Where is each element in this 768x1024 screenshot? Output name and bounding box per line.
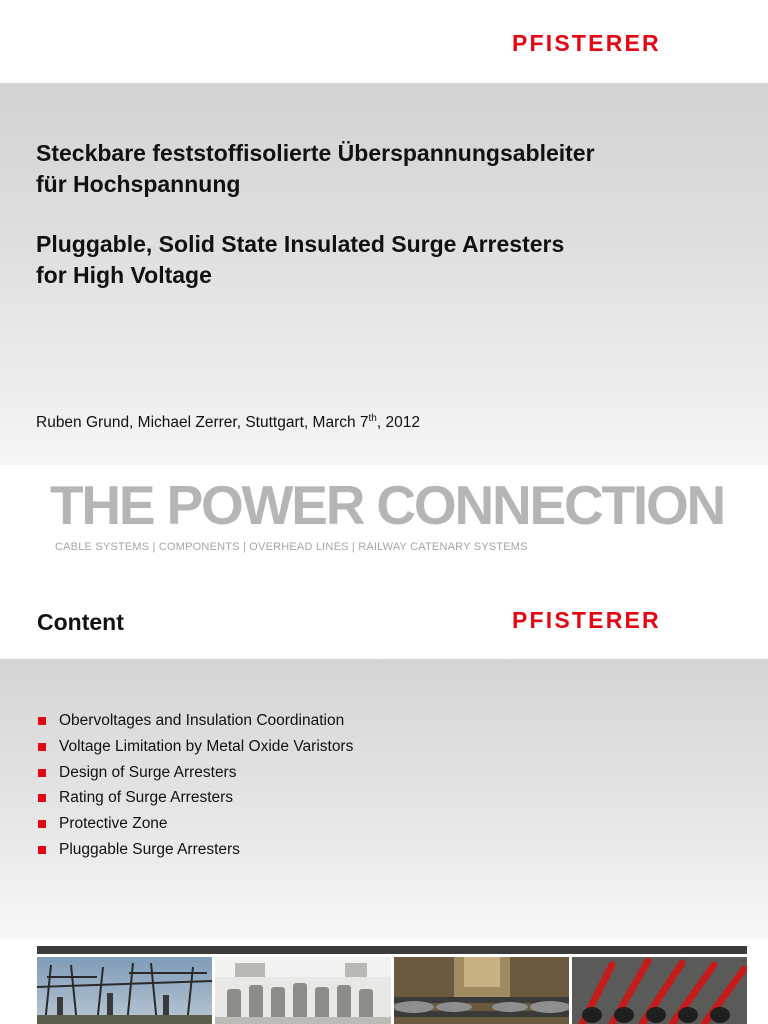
square-bullet-icon — [38, 846, 46, 854]
square-bullet-icon — [38, 717, 46, 725]
title-en-line-1: Pluggable, Solid State Insulated Surge Arresters — [36, 231, 565, 257]
content-slide — [0, 595, 768, 1024]
title-en-line-2: for High Voltage — [36, 262, 212, 288]
square-bullet-icon — [38, 769, 46, 777]
photo-strip — [37, 957, 747, 1024]
subtagline: CABLE SYSTEMS | COMPONENTS | OVERHEAD LINES | RAILWAY CATENARY SYSTEMS — [55, 541, 528, 553]
title-de-line-1: Steckbare feststoffisolierte Überspannungsableiter — [36, 140, 595, 166]
authors-text: Ruben Grund, Michael Zerrer, Stuttgart, March 7 — [36, 414, 369, 432]
tagline: THE POWER CONNECTION — [50, 474, 725, 536]
footer-divider — [37, 946, 747, 954]
slide-header — [0, 0, 768, 83]
authors-date — [36, 413, 420, 432]
list-item: Design of Surge Arresters — [37, 764, 353, 790]
ordinal-suffix: th — [368, 413, 377, 424]
list-item: Obervoltages and Insulation Coordination — [37, 712, 353, 738]
list-item: Pluggable Surge Arresters — [37, 841, 353, 867]
cable-tunnel-photo — [394, 957, 569, 1024]
content-heading: Content — [37, 609, 124, 635]
year-text: , 2012 — [376, 414, 420, 432]
substation-photo — [37, 957, 212, 1024]
list-item: Rating of Surge Arresters — [37, 789, 353, 815]
list-item: Protective Zone — [37, 815, 353, 841]
slide-title — [36, 138, 736, 291]
content-list — [37, 712, 353, 867]
square-bullet-icon — [38, 794, 46, 802]
pfisterer-logo: PFISTERER — [512, 607, 661, 633]
pfisterer-logo: PFISTERER — [512, 30, 661, 56]
list-item: Voltage Limitation by Metal Oxide Varistors — [37, 738, 353, 764]
title-de-line-2: für Hochspannung — [36, 171, 241, 197]
red-cable-terminations-photo — [572, 957, 747, 1024]
square-bullet-icon — [38, 743, 46, 751]
square-bullet-icon — [38, 820, 46, 828]
arrester-lineup-photo — [215, 957, 390, 1024]
